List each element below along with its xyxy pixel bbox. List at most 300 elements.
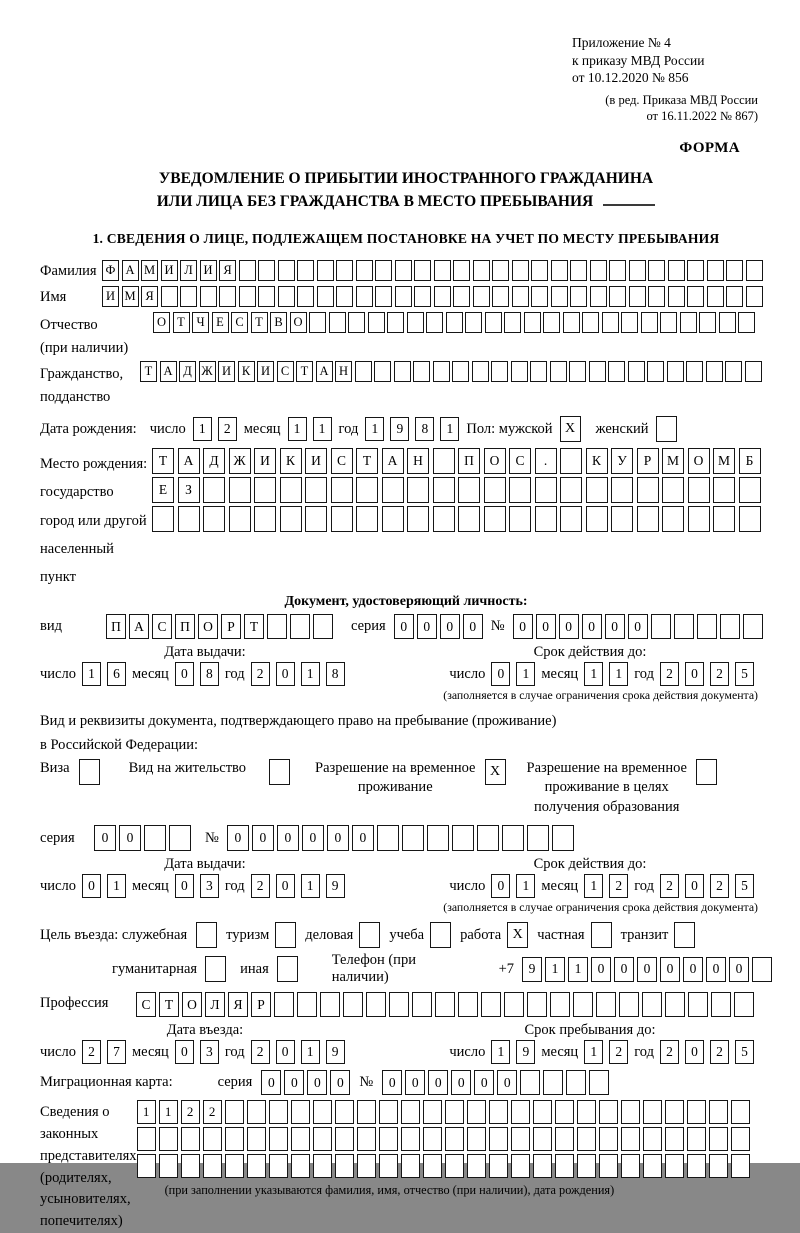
char-cell: Д xyxy=(179,361,196,382)
char-cell xyxy=(589,361,606,382)
guardians-row-1 xyxy=(137,1100,750,1124)
birthdate-label: Дата рождения: xyxy=(40,420,137,437)
char-cell xyxy=(492,286,509,307)
char-cell: 2 xyxy=(609,874,628,898)
tourism-label: туризм xyxy=(226,926,270,943)
char-cell: 8 xyxy=(200,662,219,686)
char-cell xyxy=(590,260,607,281)
char-cell: 0 xyxy=(428,1070,448,1095)
char-cell xyxy=(573,992,593,1017)
valid-until-label: Срок действия до: xyxy=(533,644,647,661)
surname-row xyxy=(40,260,772,281)
char-cell xyxy=(335,1127,354,1151)
char-cell xyxy=(533,1154,552,1178)
char-cell xyxy=(239,286,256,307)
char-cell: 0 xyxy=(497,1070,517,1095)
purpose-official-checkbox xyxy=(196,922,217,948)
char-cell xyxy=(434,260,451,281)
char-cell: 2 xyxy=(203,1100,222,1124)
char-cell xyxy=(357,1127,376,1151)
purpose-study-checkbox xyxy=(430,922,451,948)
char-cell xyxy=(446,312,463,333)
char-cell xyxy=(726,286,743,307)
title-line-1: УВЕДОМЛЕНИЕ О ПРИБЫТИИ ИНОСТРАННОГО ГРАЖДАНИНА xyxy=(158,169,654,187)
char-cell xyxy=(643,1127,662,1151)
char-cell xyxy=(687,286,704,307)
char-cell: 1 xyxy=(107,874,126,898)
char-cell: Р xyxy=(221,614,241,639)
char-cell xyxy=(269,1127,288,1151)
char-cell xyxy=(697,614,717,639)
char-cell xyxy=(379,1154,398,1178)
char-cell: 5 xyxy=(735,874,754,898)
char-cell: 1 xyxy=(313,417,332,441)
char-cell: 0 xyxy=(491,662,510,686)
char-cell xyxy=(317,260,334,281)
char-cell xyxy=(445,1100,464,1124)
birthplace-block xyxy=(40,448,772,591)
char-cell xyxy=(427,825,449,851)
char-cell: 5 xyxy=(735,1040,754,1064)
char-cell xyxy=(687,1100,706,1124)
valid-until-label: Срок действия до: xyxy=(533,856,647,873)
char-cell: 1 xyxy=(584,1040,603,1064)
char-cell: Я xyxy=(219,260,236,281)
char-cell: Р xyxy=(637,448,659,474)
char-cell xyxy=(489,1127,508,1151)
char-cell: 0 xyxy=(261,1070,281,1095)
char-cell xyxy=(467,1100,486,1124)
char-cell: 1 xyxy=(584,662,603,686)
char-cell xyxy=(621,1100,640,1124)
char-cell xyxy=(477,825,499,851)
char-cell xyxy=(609,260,626,281)
char-cell xyxy=(608,361,625,382)
char-cell xyxy=(555,1127,574,1151)
annex-line: к приказу МВД России xyxy=(572,52,705,68)
char-cell: 1 xyxy=(365,417,384,441)
res-valid-date: число 0 1 месяц 1 2 год 2 0 2 5 xyxy=(449,874,754,898)
char-cell xyxy=(688,477,710,503)
series-label: серия xyxy=(217,1074,253,1091)
char-cell: Л xyxy=(205,992,225,1017)
char-cell: 1 xyxy=(568,957,588,982)
char-cell: М xyxy=(141,260,158,281)
phone-prefix: +7 xyxy=(498,960,514,977)
char-cell xyxy=(531,286,548,307)
char-cell: 0 xyxy=(706,957,726,982)
doc-kind-label: вид xyxy=(40,618,62,635)
char-cell xyxy=(144,825,166,851)
char-cell xyxy=(357,1100,376,1124)
char-cell: Р xyxy=(251,992,271,1017)
char-cell: 0 xyxy=(277,825,299,851)
char-cell xyxy=(402,825,424,851)
char-cell xyxy=(686,361,703,382)
char-cell xyxy=(395,286,412,307)
char-cell xyxy=(511,1154,530,1178)
char-cell: А xyxy=(382,448,404,474)
char-cell xyxy=(643,1154,662,1178)
char-cell xyxy=(621,312,638,333)
char-cell xyxy=(512,286,529,307)
char-cell xyxy=(473,286,490,307)
char-cell xyxy=(665,1127,684,1151)
char-cell xyxy=(687,1154,706,1178)
char-cell xyxy=(699,312,716,333)
birthplace-labels: Место рождения: государство город или другой населенный пункт xyxy=(40,456,148,586)
char-cell xyxy=(709,1100,728,1124)
char-cell xyxy=(348,312,365,333)
char-cell xyxy=(433,477,455,503)
char-cell xyxy=(739,506,761,532)
char-cell xyxy=(453,286,470,307)
char-cell: 0 xyxy=(536,614,556,639)
char-cell xyxy=(489,1100,508,1124)
char-cell xyxy=(731,1127,750,1151)
phone-cells xyxy=(522,957,772,982)
char-cell xyxy=(379,1100,398,1124)
char-cell xyxy=(269,1100,288,1124)
char-cell: 1 xyxy=(288,417,307,441)
patronymic-label: Отчество (при наличии) xyxy=(40,317,129,356)
sex-male-label: Пол: мужской xyxy=(466,420,553,437)
phone-label: Телефон (при наличии) xyxy=(331,952,416,986)
char-cell xyxy=(356,260,373,281)
char-cell: 7 xyxy=(107,1040,126,1064)
char-cell: И xyxy=(218,361,235,382)
char-cell xyxy=(407,477,429,503)
char-cell: С xyxy=(136,992,156,1017)
char-cell xyxy=(467,1127,486,1151)
char-cell xyxy=(745,361,762,382)
char-cell xyxy=(527,825,549,851)
char-cell xyxy=(713,506,735,532)
char-cell xyxy=(586,506,608,532)
char-cell xyxy=(533,1100,552,1124)
citizenship-label: Гражданство, подданство xyxy=(40,366,124,405)
char-cell: 1 xyxy=(301,662,320,686)
char-cell xyxy=(619,992,639,1017)
year-label: год xyxy=(338,420,359,437)
number-label: № xyxy=(359,1074,374,1091)
char-cell xyxy=(560,477,582,503)
char-cell xyxy=(387,312,404,333)
char-cell xyxy=(290,614,310,639)
char-cell xyxy=(366,992,386,1017)
char-cell xyxy=(551,260,568,281)
char-cell xyxy=(491,361,508,382)
char-cell: 0 xyxy=(94,825,116,851)
transit-label: транзит xyxy=(620,926,669,943)
char-cell: 0 xyxy=(82,874,101,898)
char-cell xyxy=(602,312,619,333)
char-cell xyxy=(720,614,740,639)
char-cell: 0 xyxy=(683,957,703,982)
char-cell xyxy=(489,1154,508,1178)
char-cell xyxy=(504,992,524,1017)
char-cell: 0 xyxy=(302,825,324,851)
char-cell xyxy=(643,1100,662,1124)
char-cell xyxy=(414,260,431,281)
char-cell: 0 xyxy=(417,614,437,639)
char-cell: М xyxy=(122,286,139,307)
char-cell: А xyxy=(316,361,333,382)
char-cell: 2 xyxy=(660,662,679,686)
name-cells xyxy=(102,286,763,307)
char-cell xyxy=(731,1100,750,1124)
char-cell xyxy=(356,286,373,307)
char-cell xyxy=(239,260,256,281)
char-cell xyxy=(453,260,470,281)
char-cell: Т xyxy=(251,312,268,333)
char-cell: 1 xyxy=(440,417,459,441)
char-cell: Т xyxy=(296,361,313,382)
char-cell xyxy=(596,992,616,1017)
visa-label: Виза xyxy=(40,759,70,776)
char-cell xyxy=(707,260,724,281)
char-cell xyxy=(599,1154,618,1178)
char-cell: 2 xyxy=(609,1040,628,1064)
number-label: № xyxy=(205,829,219,846)
char-cell: 0 xyxy=(175,874,194,898)
char-cell xyxy=(137,1154,156,1178)
char-cell: О xyxy=(484,448,506,474)
char-cell xyxy=(331,477,353,503)
residence-doc-number-row xyxy=(40,825,772,851)
char-cell: 0 xyxy=(729,957,749,982)
char-cell xyxy=(472,361,489,382)
char-cell xyxy=(651,614,671,639)
char-cell xyxy=(752,957,772,982)
char-cell xyxy=(317,286,334,307)
char-cell xyxy=(577,1154,596,1178)
char-cell: П xyxy=(175,614,195,639)
char-cell xyxy=(357,1154,376,1178)
title-blank-line xyxy=(603,190,655,206)
char-cell xyxy=(637,506,659,532)
char-cell xyxy=(746,260,763,281)
citizenship-cells xyxy=(140,361,762,382)
char-cell xyxy=(570,260,587,281)
purpose-private-checkbox xyxy=(591,922,612,948)
char-cell xyxy=(551,286,568,307)
migration-card-row xyxy=(40,1070,772,1095)
char-cell: Ж xyxy=(229,448,251,474)
char-cell xyxy=(203,506,225,532)
char-cell xyxy=(335,1154,354,1178)
profession-cells xyxy=(136,992,754,1017)
char-cell xyxy=(570,286,587,307)
char-cell: З xyxy=(178,477,200,503)
char-cell xyxy=(313,1154,332,1178)
char-cell xyxy=(504,312,521,333)
char-cell: 0 xyxy=(591,957,611,982)
entry-dates-head xyxy=(40,1022,772,1039)
char-cell: 9 xyxy=(326,874,345,898)
char-cell: 2 xyxy=(660,874,679,898)
char-cell xyxy=(535,506,557,532)
res-number-cells xyxy=(227,825,574,851)
char-cell xyxy=(492,260,509,281)
char-cell: 2 xyxy=(251,1040,270,1064)
char-cell xyxy=(611,477,633,503)
identity-doc-row xyxy=(40,614,772,639)
char-cell xyxy=(502,825,524,851)
char-cell xyxy=(336,286,353,307)
char-cell: 0 xyxy=(628,614,648,639)
char-cell: 1 xyxy=(516,874,535,898)
section1-heading: 1. СВЕДЕНИЯ О ЛИЦЕ, ПОДЛЕЖАЩЕМ ПОСТАНОВКЕ НА УЧЕТ ПО МЕСТУ ПРЕБЫВАНИЯ xyxy=(92,231,720,247)
migration-card-label: Миграционная карта: xyxy=(40,1074,173,1091)
char-cell xyxy=(247,1127,266,1151)
char-cell: 0 xyxy=(685,874,704,898)
other-label: иная xyxy=(240,960,269,977)
birth-month-cells xyxy=(288,417,332,441)
char-cell: А xyxy=(122,260,139,281)
doc-valid-date: число 0 1 месяц 1 1 год 2 0 2 5 xyxy=(449,662,754,686)
char-cell: 0 xyxy=(582,614,602,639)
char-cell xyxy=(709,1127,728,1151)
res-dates-head xyxy=(40,856,772,873)
char-cell xyxy=(423,1127,442,1151)
char-cell xyxy=(374,361,391,382)
char-cell: Н xyxy=(335,361,352,382)
char-cell: С xyxy=(152,614,172,639)
char-cell: И xyxy=(200,260,217,281)
char-cell: 2 xyxy=(710,1040,729,1064)
purpose-humanitarian-checkbox xyxy=(205,956,226,982)
char-cell xyxy=(628,361,645,382)
work-label: работа xyxy=(460,926,502,943)
char-cell xyxy=(743,614,763,639)
char-cell xyxy=(169,825,191,851)
char-cell: 0 xyxy=(276,1040,295,1064)
char-cell xyxy=(485,312,502,333)
char-cell xyxy=(484,506,506,532)
char-cell xyxy=(530,361,547,382)
char-cell: 0 xyxy=(276,874,295,898)
char-cell: 0 xyxy=(559,614,579,639)
annex-block xyxy=(572,34,772,124)
char-cell xyxy=(738,312,755,333)
char-cell: С xyxy=(331,448,353,474)
char-cell xyxy=(511,1100,530,1124)
char-cell xyxy=(412,992,432,1017)
char-cell xyxy=(258,260,275,281)
char-cell xyxy=(560,448,582,474)
char-cell xyxy=(423,1100,442,1124)
char-cell: Я xyxy=(141,286,158,307)
residence-doc-types xyxy=(40,759,772,818)
patronymic-row xyxy=(40,312,772,359)
char-cell: 9 xyxy=(390,417,409,441)
char-cell: 0 xyxy=(685,662,704,686)
char-cell: 2 xyxy=(710,662,729,686)
char-cell xyxy=(668,286,685,307)
char-cell: А xyxy=(178,448,200,474)
char-cell: Е xyxy=(212,312,229,333)
char-cell xyxy=(203,1127,222,1151)
char-cell xyxy=(313,1100,332,1124)
char-cell xyxy=(621,1127,640,1151)
char-cell: 1 xyxy=(491,1040,510,1064)
char-cell xyxy=(637,477,659,503)
char-cell xyxy=(706,361,723,382)
citizenship-row xyxy=(40,361,772,408)
char-cell xyxy=(335,1100,354,1124)
char-cell xyxy=(278,286,295,307)
char-cell: 0 xyxy=(614,957,634,982)
char-cell xyxy=(291,1100,310,1124)
char-cell: 0 xyxy=(175,662,194,686)
char-cell xyxy=(586,477,608,503)
identity-doc-heading: Документ, удостоверяющий личность: xyxy=(284,594,528,610)
char-cell xyxy=(647,361,664,382)
char-cell: 1 xyxy=(545,957,565,982)
char-cell xyxy=(465,312,482,333)
char-cell: 1 xyxy=(516,662,535,686)
char-cell: 1 xyxy=(301,874,320,898)
char-cell xyxy=(458,506,480,532)
char-cell xyxy=(674,614,694,639)
doc-number-cells xyxy=(513,614,763,639)
char-cell xyxy=(589,1070,609,1095)
char-cell: М xyxy=(713,448,735,474)
patronymic-cells xyxy=(153,312,755,333)
char-cell xyxy=(481,992,501,1017)
char-cell: С xyxy=(509,448,531,474)
char-cell: О xyxy=(198,614,218,639)
char-cell: 9 xyxy=(326,1040,345,1064)
annex-line: от 10.12.2020 № 856 xyxy=(572,70,689,86)
char-cell xyxy=(336,260,353,281)
char-cell xyxy=(291,1154,310,1178)
char-cell xyxy=(550,361,567,382)
birthplace-row-3 xyxy=(152,506,761,532)
char-cell xyxy=(181,1154,200,1178)
char-cell xyxy=(394,361,411,382)
char-cell xyxy=(458,992,478,1017)
guardians-labels: Сведения о законных представителях (родителях, усыновителях, попечителях) xyxy=(40,1104,137,1230)
residence-permit-checkbox xyxy=(269,759,290,785)
char-cell xyxy=(258,286,275,307)
char-cell xyxy=(178,506,200,532)
res-issue-date: число 0 1 месяц 0 3 год 2 0 1 9 xyxy=(40,874,345,898)
char-cell xyxy=(159,1127,178,1151)
char-cell xyxy=(247,1100,266,1124)
char-cell: К xyxy=(238,361,255,382)
guardians-block xyxy=(40,1100,772,1233)
char-cell xyxy=(329,312,346,333)
char-cell xyxy=(368,312,385,333)
char-cell xyxy=(297,992,317,1017)
char-cell xyxy=(254,477,276,503)
char-cell: 1 xyxy=(82,662,101,686)
char-cell xyxy=(648,286,665,307)
temp-residence-edu-checkbox xyxy=(696,759,717,785)
guardians-row-2 xyxy=(137,1127,750,1151)
char-cell xyxy=(707,286,724,307)
char-cell xyxy=(219,286,236,307)
char-cell xyxy=(426,312,443,333)
char-cell xyxy=(555,1154,574,1178)
mig-series-cells xyxy=(261,1070,350,1095)
char-cell: Е xyxy=(152,477,174,503)
char-cell xyxy=(278,260,295,281)
char-cell: И xyxy=(102,286,119,307)
char-cell: С xyxy=(231,312,248,333)
